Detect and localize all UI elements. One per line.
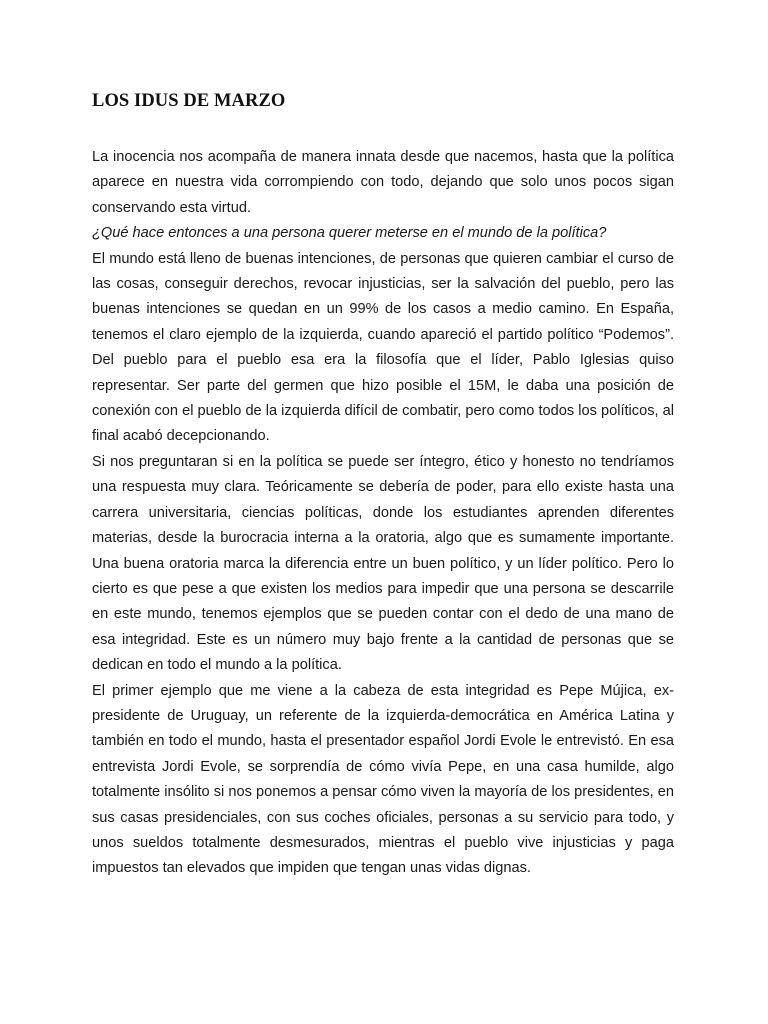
paragraph-question: ¿Qué hace entonces a una persona querer meterse en el mundo de la política? [92, 225, 607, 242]
paragraph-good-intentions: El mundo está lleno de buenas intenciones, de personas que quieren cambiar el curso de las cosas, conseguir derechos, revocar injusticias, ser la salvación del pueblo, pero las buenas intenciones se quedan en un 99% de los casos a medio camino. En España, tenemos el claro ejemplo de la izquierda, cuando apareció el partido político “Podemos”. Del pueblo para el pueblo esa era la filosofía que el líder, Pablo Iglesias quiso representar. Ser parte del germen que hizo posible el 15M, le daba una posición de conexión con el pueblo de la izquierda difícil de combatir, pero como todos los políticos, al final acabó decepcionando. [92, 250, 674, 445]
paragraph-integrity: Si nos preguntaran si en la política se puede ser íntegro, ético y honesto no tendríamos una respuesta muy clara. Teóricamente se debería de poder, para ello existe hasta una carrera universitaria, ciencias políticas, donde los estudiantes aprenden diferentes materias, desde la burocracia interna a la oratoria, algo que es sumamente importante. Una buena oratoria marca la diferencia entre un buen político, y un líder político. Pero lo cierto es que pese a que existen los medios para impedir que una persona se descarrile en este mundo, tenemos ejemplos que se pueden contar con el dedo de una mano de esa integridad. Este es un número muy bajo frente a la cantidad de personas que se dedican en todo el mundo a la política. [92, 453, 674, 674]
paragraph-intro: La inocencia nos acompaña de manera innata desde que nacemos, hasta que la política aparece en nuestra vida corrompiendo con todo, dejando que solo unos pocos sigan conservando esta virtud. [92, 149, 674, 216]
document-title: LOS IDUS DE MARZO [92, 91, 286, 111]
document-body [92, 88, 674, 882]
paragraph-mujica: El primer ejemplo que me viene a la cabeza de esta integridad es Pepe Mújica, ex-presidente de Uruguay, un referente de la izquierda-democrática en América Latina y también en todo el mundo, hasta el presentador español Jordi Evole le entrevistó. En esa entrevista Jordi Evole, se sorprendía de cómo vivía Pepe, en una casa humilde, algo totalmente insólito si nos ponemos a pensar cómo viven la mayoría de los presidentes, en sus casas presidenciales, con sus coches oficiales, personas a su servicio para todo, y unos sueldos totalmente desmesurados, mientras el pueblo vive injusticias y paga impuestos tan elevados que impiden que tengan unas vidas dignas. [92, 682, 674, 877]
